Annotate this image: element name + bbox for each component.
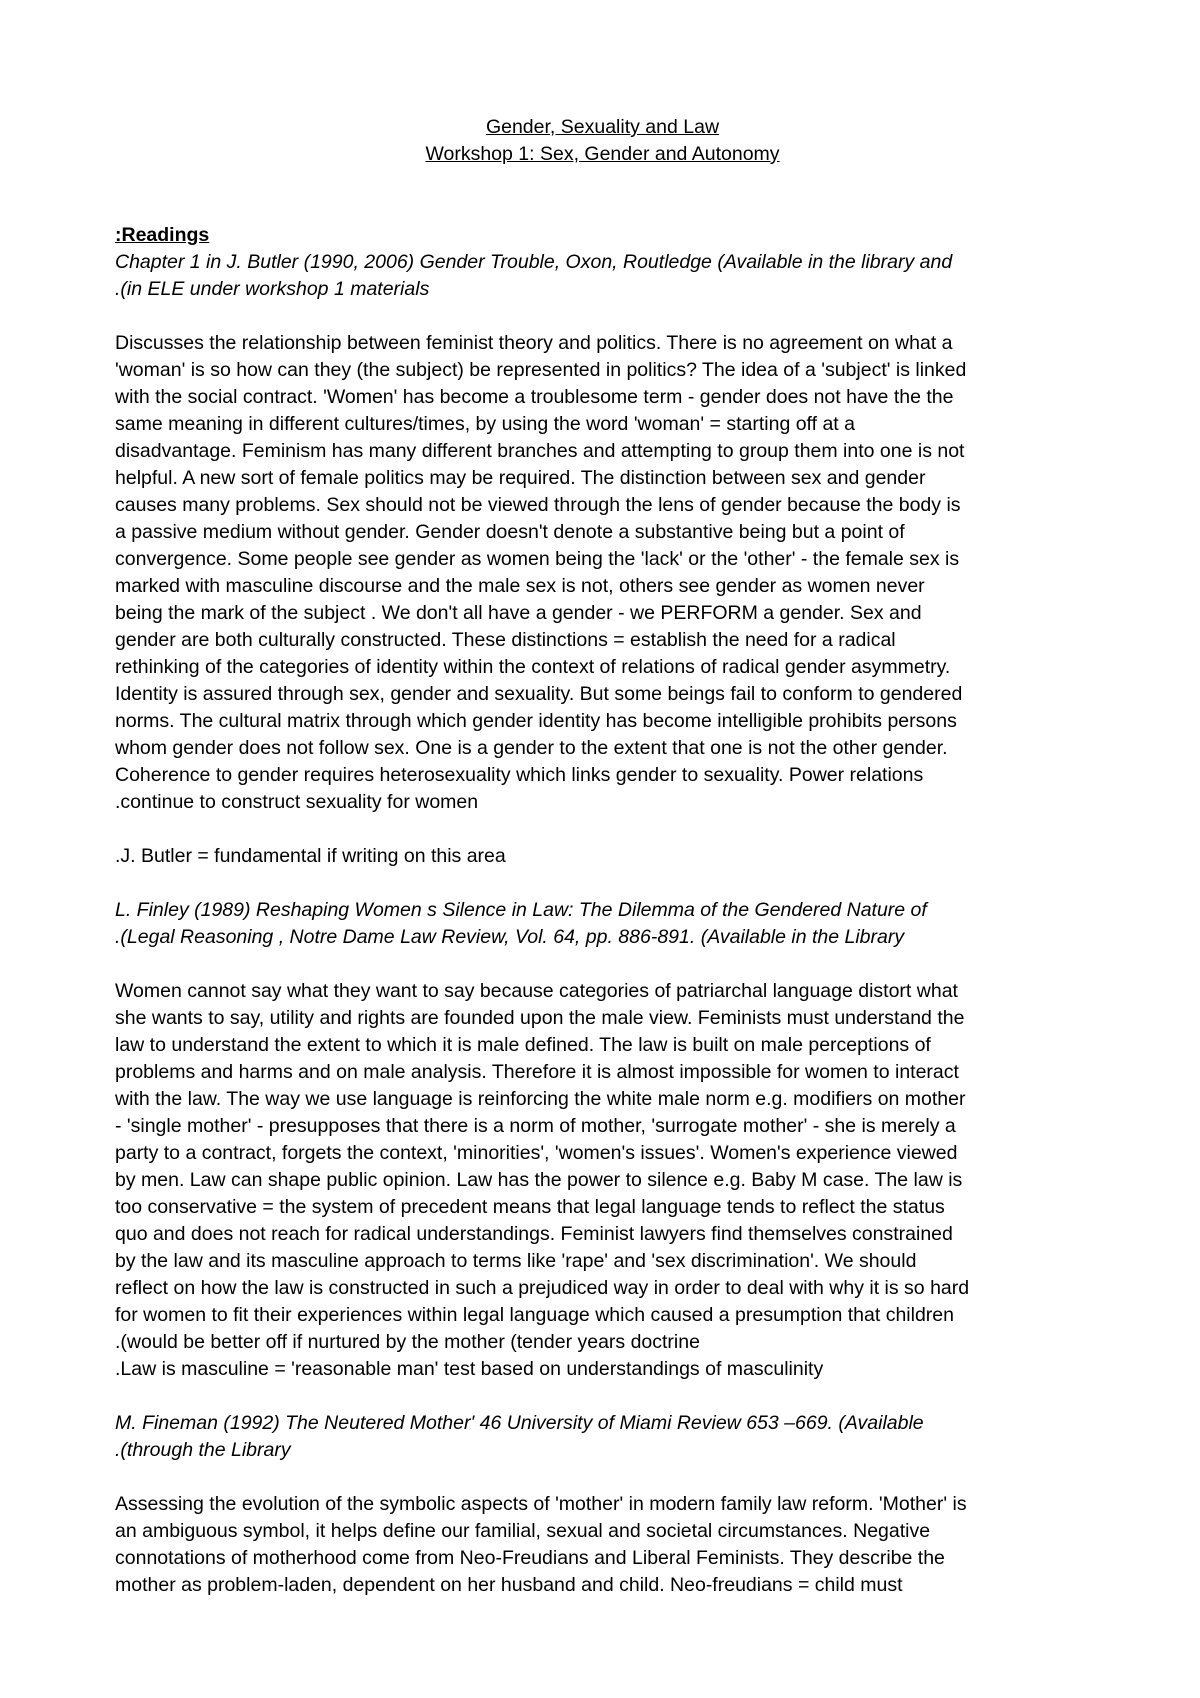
- reading1-note: [115, 843, 1090, 870]
- reading2-note: [115, 1356, 1090, 1383]
- document-subtitle: Workshop 1: Sex, Gender and Autonomy: [425, 143, 780, 165]
- title-block: [115, 114, 1090, 168]
- summary-line: Women cannot say what they want to say because categories of patriarchal language distort what: [115, 980, 958, 1002]
- summary-line: an ambiguous symbol, it helps define our familial, sexual and societal circumstances. Negative: [115, 1520, 931, 1542]
- summary-line: too conservative = the system of precedent means that legal language tends to reflect the status: [115, 1196, 945, 1218]
- summary-line: connotations of motherhood come from Neo-Freudians and Liberal Feminists. They describe the: [115, 1547, 945, 1569]
- readings-heading: [115, 222, 1090, 249]
- reading2-citation: [115, 897, 1090, 951]
- reading1-citation: [115, 249, 1090, 303]
- summary-line: law to understand the extent to which it is male defined. The law is built on male perceptions of: [115, 1034, 931, 1056]
- reading1-summary: [115, 330, 1090, 816]
- summary-line: party to a contract, forgets the context, 'minorities', 'women's issues'. Women's experience viewed: [115, 1142, 958, 1164]
- summary-line: with the law. The way we use language is reinforcing the white male norm e.g. modifiers on mother: [115, 1088, 966, 1110]
- summary-line: quo and does not reach for radical understandings. Feminist lawyers find themselves constrained: [115, 1223, 953, 1245]
- readings-heading-text: :Readings: [115, 224, 210, 246]
- reading3-citation: [115, 1410, 1090, 1464]
- summary-line: helpful. A new sort of female politics may be required. The distinction between sex and gender: [115, 467, 926, 489]
- note-line: .J. Butler = fundamental if writing on this area: [115, 845, 506, 867]
- summary-line: for women to fit their experiences within legal language which caused a presumption that children: [115, 1304, 954, 1326]
- summary-line: Coherence to gender requires heterosexuality which links gender to sexuality. Power relations: [115, 764, 924, 786]
- summary-line: by the law and its masculine approach to terms like 'rape' and 'sex discrimination'. We should: [115, 1250, 917, 1272]
- summary-line: mother as problem-laden, dependent on her husband and child. Neo-freudians = child must: [115, 1574, 903, 1596]
- summary-line: Assessing the evolution of the symbolic aspects of 'mother' in modern family law reform. 'Mother' is: [115, 1493, 967, 1515]
- reading3-summary: [115, 1491, 1090, 1599]
- summary-line: .(would be better off if nurtured by the mother (tender years doctrine: [115, 1331, 700, 1353]
- summary-line: - 'single mother' - presupposes that there is a norm of mother, 'surrogate mother' - she is merely a: [115, 1115, 956, 1137]
- summary-line: 'woman' is so how can they (the subject) be represented in politics? The idea of a 'subject' is linked: [115, 359, 967, 381]
- note-line: .Law is masculine = 'reasonable man' test based on understandings of masculinity: [115, 1358, 824, 1380]
- document-body: [115, 114, 1090, 1599]
- summary-line: problems and harms and on male analysis. Therefore it is almost impossible for women to interact: [115, 1061, 959, 1083]
- summary-line: .continue to construct sexuality for women: [115, 791, 479, 813]
- document-title: Gender, Sexuality and Law: [485, 116, 720, 138]
- summary-line: norms. The cultural matrix through which gender identity has become intelligible prohibits persons: [115, 710, 957, 732]
- citation-line: Chapter 1 in J. Butler (1990, 2006) Gender Trouble, Oxon, Routledge (Available in the library and: [115, 251, 953, 273]
- summary-line: reflect on how the law is constructed in such a prejudiced way in order to deal with why it is so hard: [115, 1277, 970, 1299]
- summary-line: same meaning in different cultures/times, by using the word 'woman' = starting off at a: [115, 413, 855, 435]
- summary-line: Discusses the relationship between feminist theory and politics. There is no agreement on what a: [115, 332, 953, 354]
- citation-line: .(through the Library: [115, 1439, 291, 1461]
- summary-line: she wants to say, utility and rights are founded upon the male view. Feminists must understand the: [115, 1007, 965, 1029]
- citation-line: .(Legal Reasoning , Notre Dame Law Review, Vol. 64, pp. 886-891. (Available in the Library: [115, 926, 905, 948]
- summary-line: by men. Law can shape public opinion. Law has the power to silence e.g. Baby M case. The law is: [115, 1169, 963, 1191]
- citation-line: .(in ELE under workshop 1 materials: [115, 278, 430, 300]
- citation-line: M. Fineman (1992) The Neutered Mother' 46 University of Miami Review 653 –669. (Available: [115, 1412, 924, 1434]
- reading2-summary: [115, 978, 1090, 1356]
- summary-line: marked with masculine discourse and the male sex is not, others see gender as women never: [115, 575, 925, 597]
- summary-line: disadvantage. Feminism has many different branches and attempting to group them into one is not: [115, 440, 965, 462]
- summary-line: with the social contract. 'Women' has become a troublesome term - gender does not have the the: [115, 386, 954, 408]
- summary-line: convergence. Some people see gender as women being the 'lack' or the 'other' - the female sex is: [115, 548, 960, 570]
- summary-line: Identity is assured through sex, gender and sexuality. But some beings fail to conform to gendered: [115, 683, 963, 705]
- summary-line: whom gender does not follow sex. One is a gender to the extent that one is not the other gender.: [115, 737, 948, 759]
- summary-line: causes many problems. Sex should not be viewed through the lens of gender because the body is: [115, 494, 961, 516]
- summary-line: gender are both culturally constructed. These distinctions = establish the need for a radical: [115, 629, 896, 651]
- citation-line: L. Finley (1989) Reshaping Women s Silence in Law: The Dilemma of the Gendered Nature of: [115, 899, 927, 921]
- summary-line: being the mark of the subject . We don't all have a gender - we PERFORM a gender. Sex and: [115, 602, 922, 624]
- summary-line: a passive medium without gender. Gender doesn't denote a substantive being but a point of: [115, 521, 905, 543]
- summary-line: rethinking of the categories of identity within the context of relations of radical gender asymmetry.: [115, 656, 951, 678]
